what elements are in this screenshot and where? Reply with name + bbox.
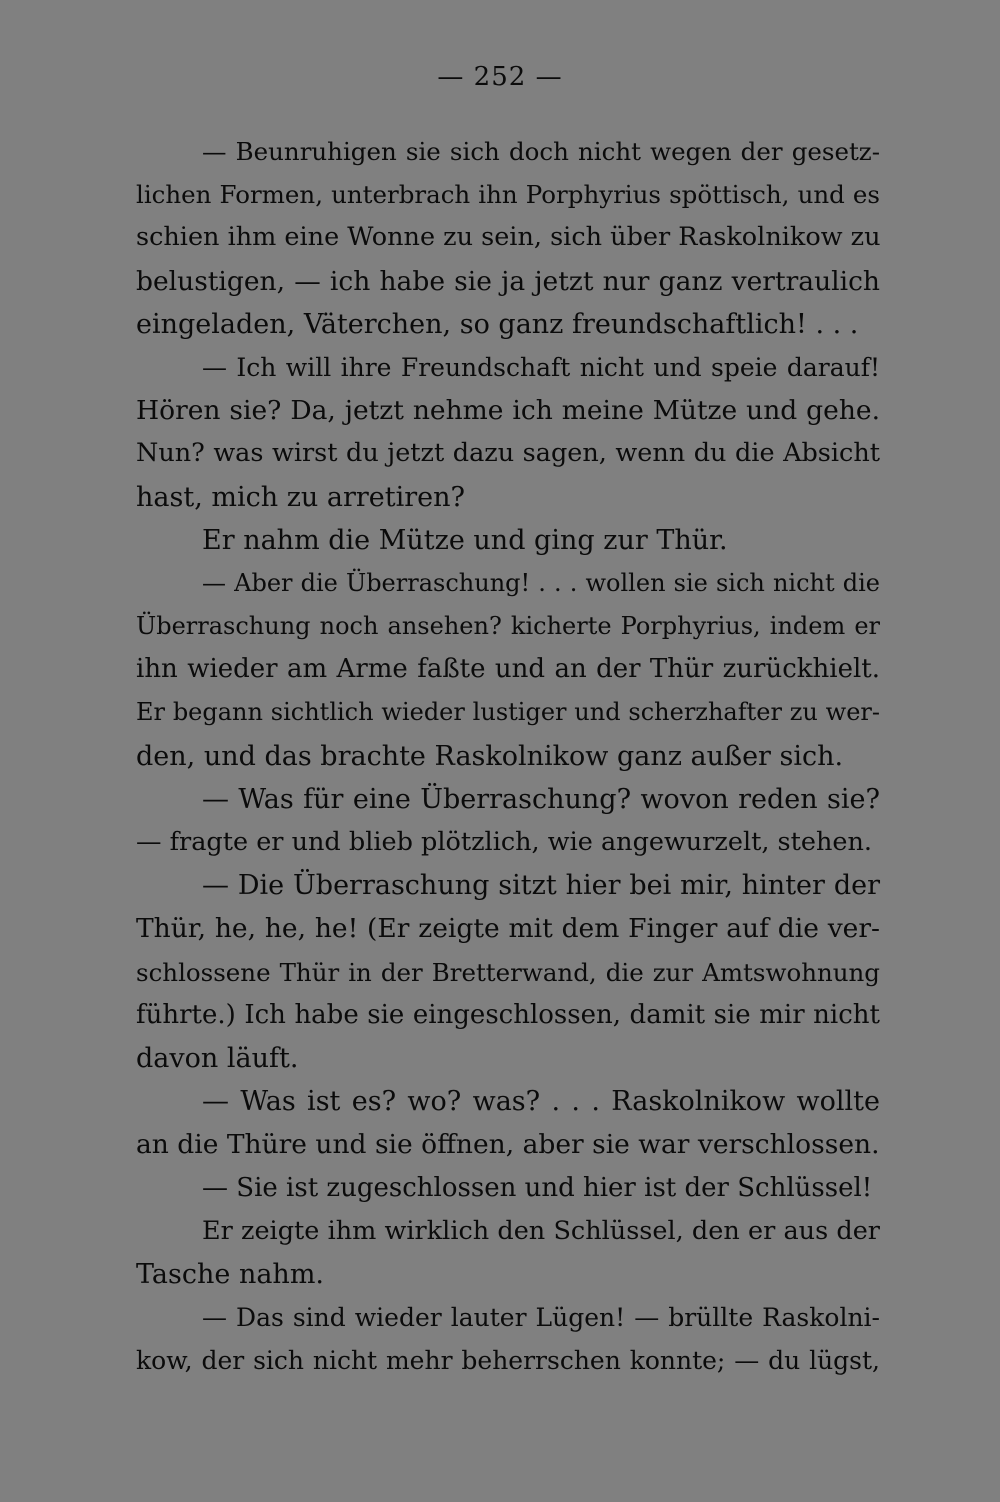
text-line: schlossene Thür in der Bretterwand, die zur Amtswohnung	[136, 957, 880, 987]
text-line: — Das sind wieder lauter Lügen! — brüllte Raskolni-	[202, 1303, 880, 1333]
text-line: ihn wieder am Arme faßte und an der Thür zurückhielt.	[136, 654, 880, 685]
text-line: führte.) Ich habe sie eingeschlossen, damit sie mir nicht	[136, 999, 880, 1030]
text-line: Hören sie? Da, jetzt nehme ich meine Mütze und gehe.	[136, 395, 880, 427]
text-line: schien ihm eine Wonne zu sein, sich über Raskolnikow zu	[136, 222, 881, 253]
text-line: — Was ist es? wo? was? . . . Raskolnikow wollte	[202, 1086, 880, 1118]
text-line: — Sie ist zugeschlossen und hier ist der Schlüssel!	[202, 1172, 873, 1203]
text-line: — Beunruhigen sie sich doch nicht wegen der gesetz-	[202, 137, 880, 166]
text-line: — Die Überraschung sitzt hier bei mir, hinter der	[202, 870, 880, 902]
text-line: Tasche nahm.	[136, 1258, 324, 1290]
text-line: — Aber die Überraschung! . . . wollen sie sich nicht die	[202, 568, 880, 597]
text-line: kow, der sich nicht mehr beherrschen konnte; — du lügst,	[136, 1346, 880, 1376]
text-line: Er zeigte ihm wirklich den Schlüssel, den er aus der	[202, 1215, 880, 1246]
text-line: davon läuft.	[136, 1042, 299, 1074]
text-line: den, und das brachte Raskolnikow ganz außer sich.	[136, 740, 844, 772]
text-line: — Ich will ihre Freundschaft nicht und speie darauf!	[202, 352, 880, 382]
text-line: an die Thüre und sie öffnen, aber sie war verschlossen.	[136, 1129, 880, 1161]
text-line: Nun? was wirst du jetzt dazu sagen, wenn du die Absicht	[136, 438, 880, 469]
text-line: Er nahm die Mütze und ging zur Thür.	[202, 524, 728, 556]
text-line: Überraschung noch ansehen? kicherte Porphyrius, indem er	[136, 612, 880, 641]
body-text	[136, 130, 880, 1382]
text-line: eingeladen, Väterchen, so ganz freundschaftlich! . . .	[136, 308, 859, 340]
text-line: — fragte er und blieb plötzlich, wie angewurzelt, stehen.	[136, 827, 873, 857]
text-line: Thür, he, he, he! (Er zeigte mit dem Finger auf die ver-	[136, 913, 880, 945]
text-line: — Was für eine Überraschung? wovon reden sie?	[202, 783, 880, 815]
text-line: belustigen, — ich habe sie ja jetzt nur ganz vertraulich	[136, 265, 880, 297]
text-line: Er begann sichtlich wieder lustiger und scherzhafter zu wer-	[136, 698, 880, 727]
page-number: — 252 —	[437, 62, 563, 92]
text-line: hast, mich zu arretiren?	[136, 481, 466, 513]
text-line: lichen Formen, unterbrach ihn Porphyrius spöttisch, und es	[136, 180, 880, 210]
